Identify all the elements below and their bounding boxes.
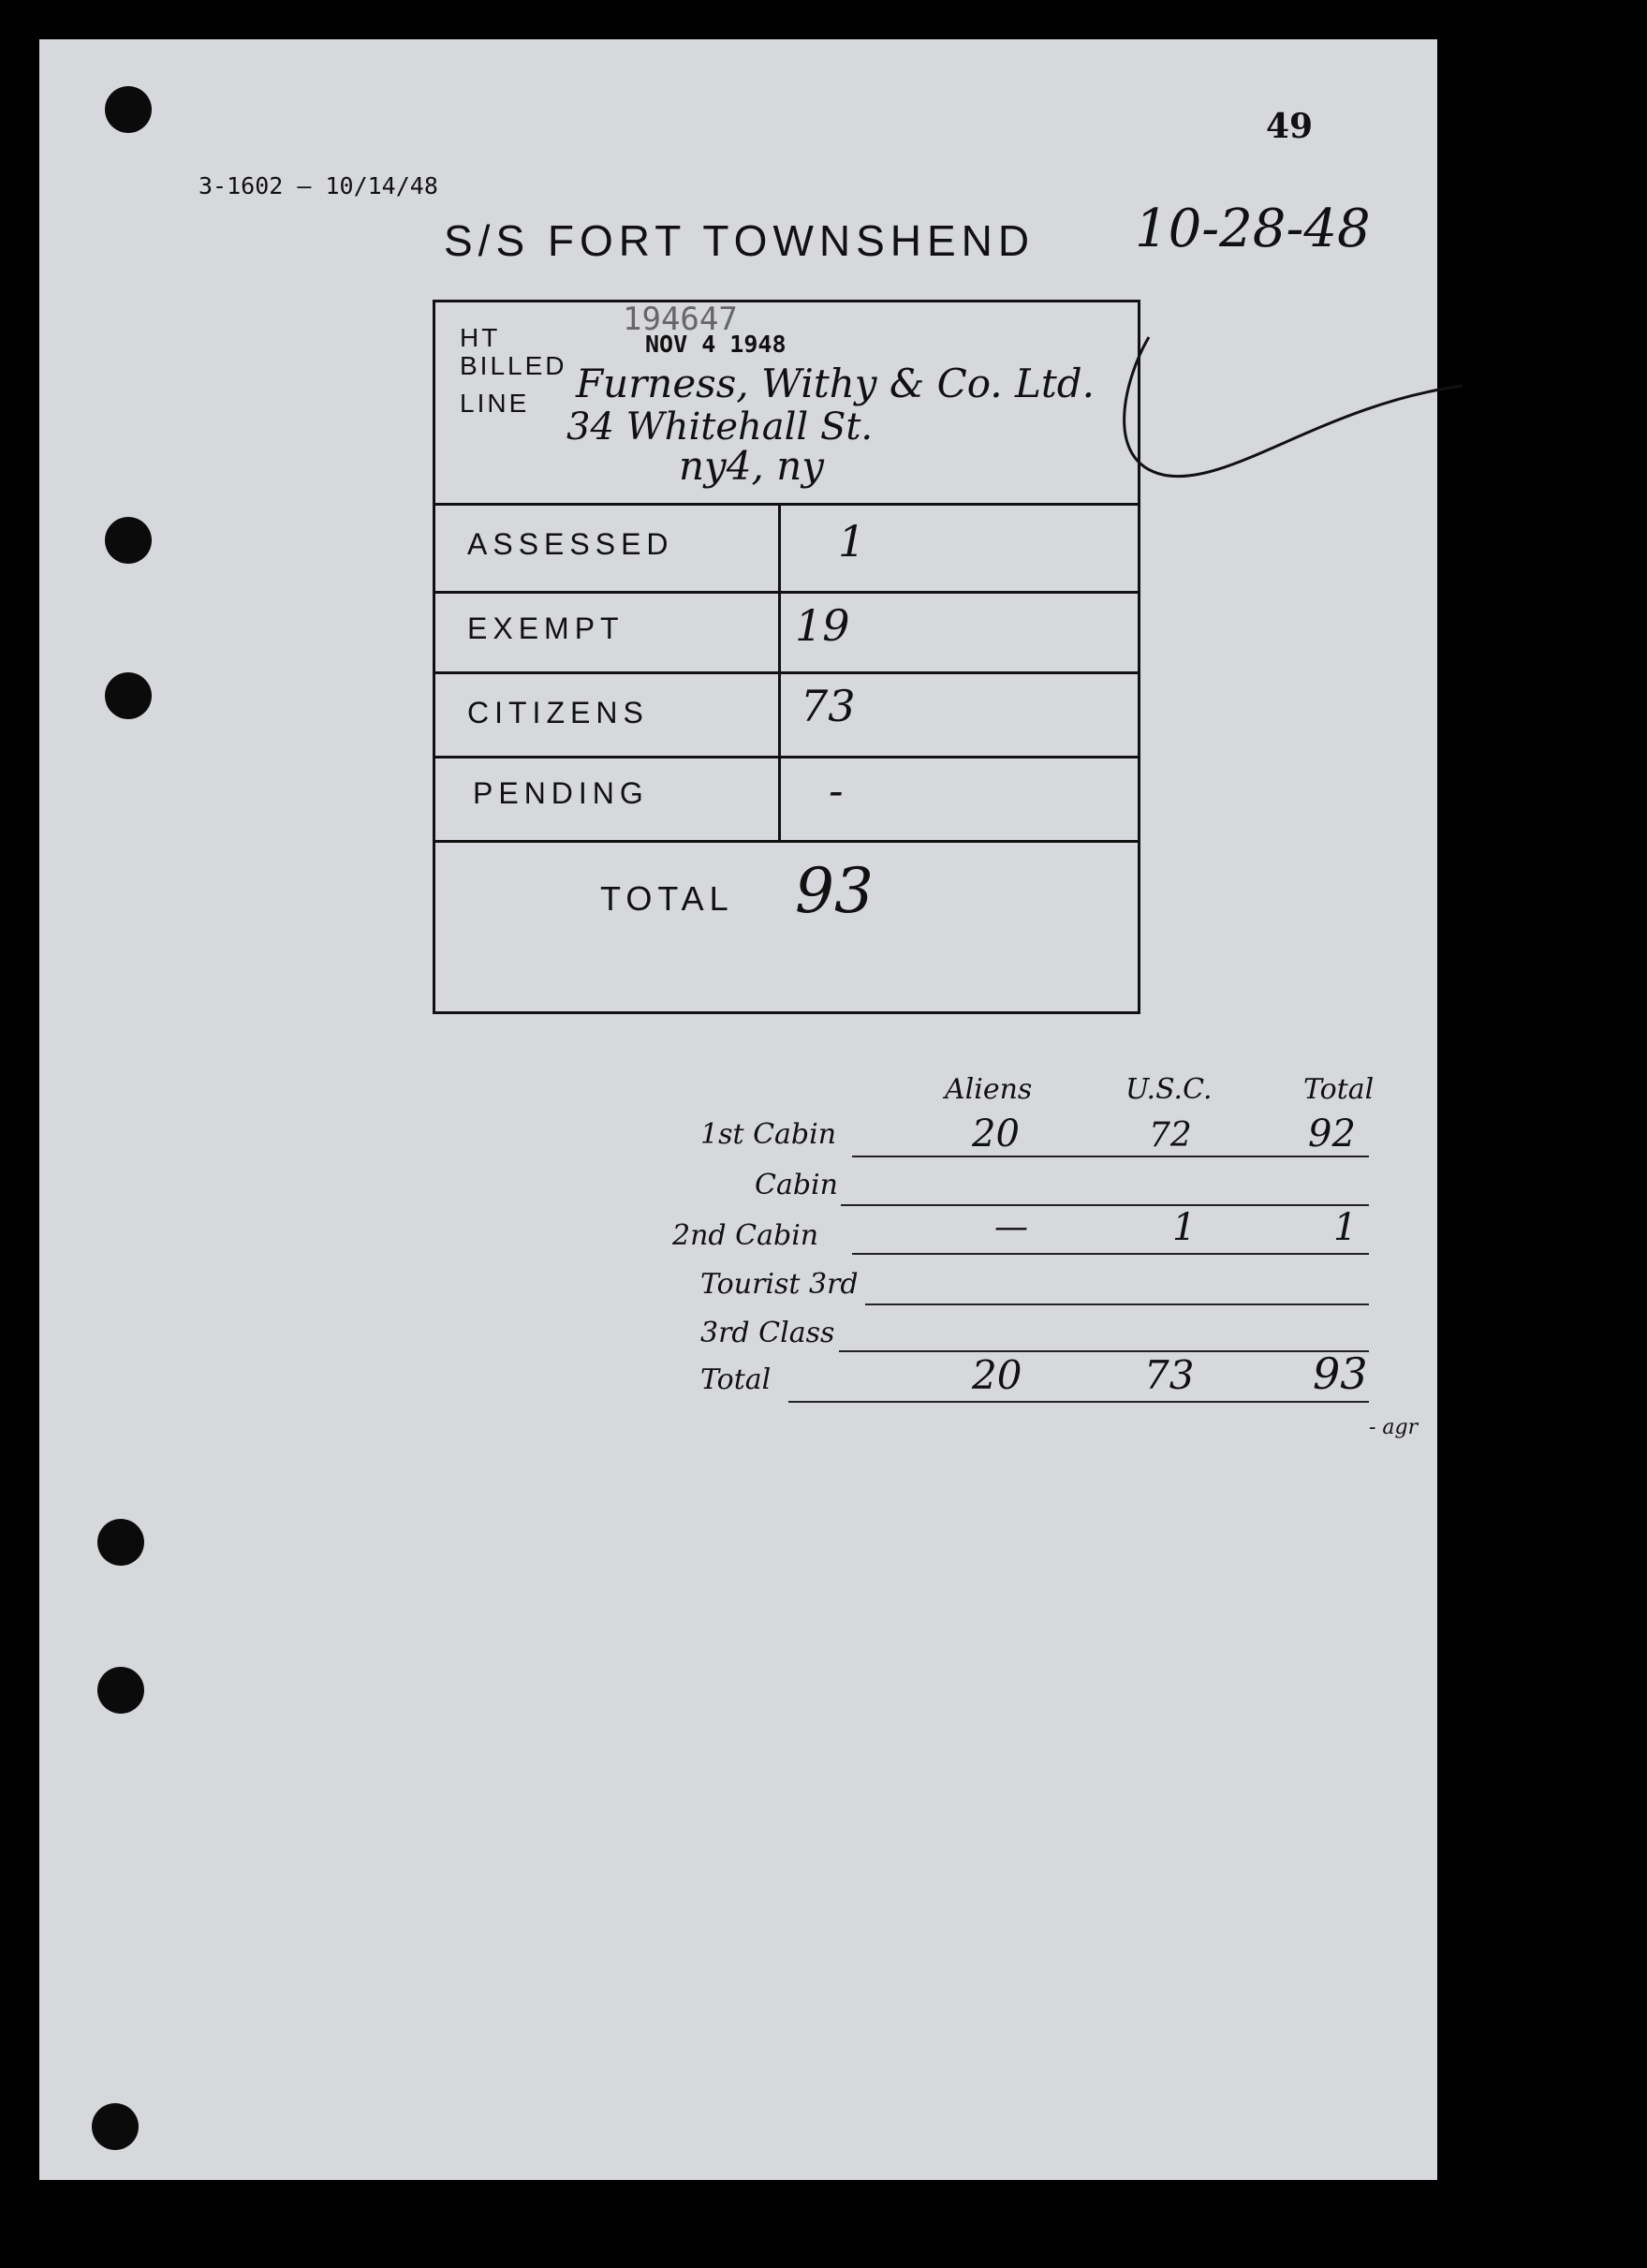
row-label: 1st Cabin [700,1118,837,1151]
divider [435,503,1138,506]
stamp-date: NOV 4 1948 [645,331,787,358]
count-value-citizens: 73 [801,681,856,731]
ship-name: S/S FORT TOWNSHEND [444,216,1036,265]
row-aliens: — [994,1208,1028,1246]
row-rule [852,1156,1369,1157]
row-total: 93 [1313,1348,1368,1399]
count-value-assessed: 1 [838,516,866,567]
initials: - agr [1369,1416,1419,1439]
document-page [39,39,1437,2180]
count-label-citizens: CITIZENS [467,696,649,729]
row-label: Cabin [755,1169,838,1201]
total-label: TOTAL [600,879,734,918]
row-rule [841,1204,1369,1206]
row-aliens: 20 [972,1112,1020,1156]
count-value-exempt: 19 [795,600,850,651]
summary-box [433,300,1140,1014]
punch-hole [105,672,152,719]
form-ref-number: 3-1602 [199,172,284,199]
row-label: 3rd Class [700,1317,835,1349]
line-name: Furness, Withy & Co. Ltd. [576,361,1095,406]
arrival-date: 10-28-48 [1135,199,1371,259]
row-label: Total [700,1363,772,1396]
column-header-total: Total [1303,1073,1375,1106]
line-city: ny4, ny [679,443,824,489]
form-ref-date: — 10/14/48 [297,172,438,199]
count-value-pending: - [829,765,844,816]
punch-hole [105,86,152,133]
punch-hole [97,1667,144,1714]
row-total: 1 [1333,1206,1358,1249]
punch-hole [92,2103,139,2150]
punch-hole [97,1519,144,1566]
billed-label-line: LINE [460,389,530,418]
row-rule [788,1401,1369,1403]
punch-hole [105,517,152,564]
page-number: 49 [1266,107,1314,146]
row-rule [865,1303,1369,1305]
count-label-pending: PENDING [473,776,649,810]
form-reference [199,172,438,199]
row-usc: 73 [1144,1352,1195,1398]
total-value: 93 [795,855,874,927]
row-usc: 1 [1172,1206,1197,1249]
row-rule [839,1350,1369,1352]
divider [435,591,1138,594]
row-total: 92 [1308,1112,1356,1156]
column-header-usc: U.S.C. [1125,1073,1213,1106]
check-mark-icon [1107,320,1481,508]
row-usc: 72 [1149,1116,1192,1155]
count-label-assessed: ASSESSED [467,527,674,561]
billed-label-billed: BILLED [460,351,567,380]
row-aliens: 20 [972,1352,1022,1398]
divider [435,671,1138,674]
column-divider [778,503,781,840]
billed-label-ht: HT [460,323,501,352]
stamp-number: 194647 [623,301,738,338]
count-label-exempt: EXEMPT [467,611,625,645]
divider [435,756,1138,758]
row-label: 2nd Cabin [672,1219,819,1252]
divider [435,840,1138,843]
column-header-aliens: Aliens [945,1073,1033,1106]
line-address: 34 Whitehall St. [566,405,874,449]
row-rule [852,1253,1369,1255]
row-label: Tourist 3rd [700,1268,859,1301]
